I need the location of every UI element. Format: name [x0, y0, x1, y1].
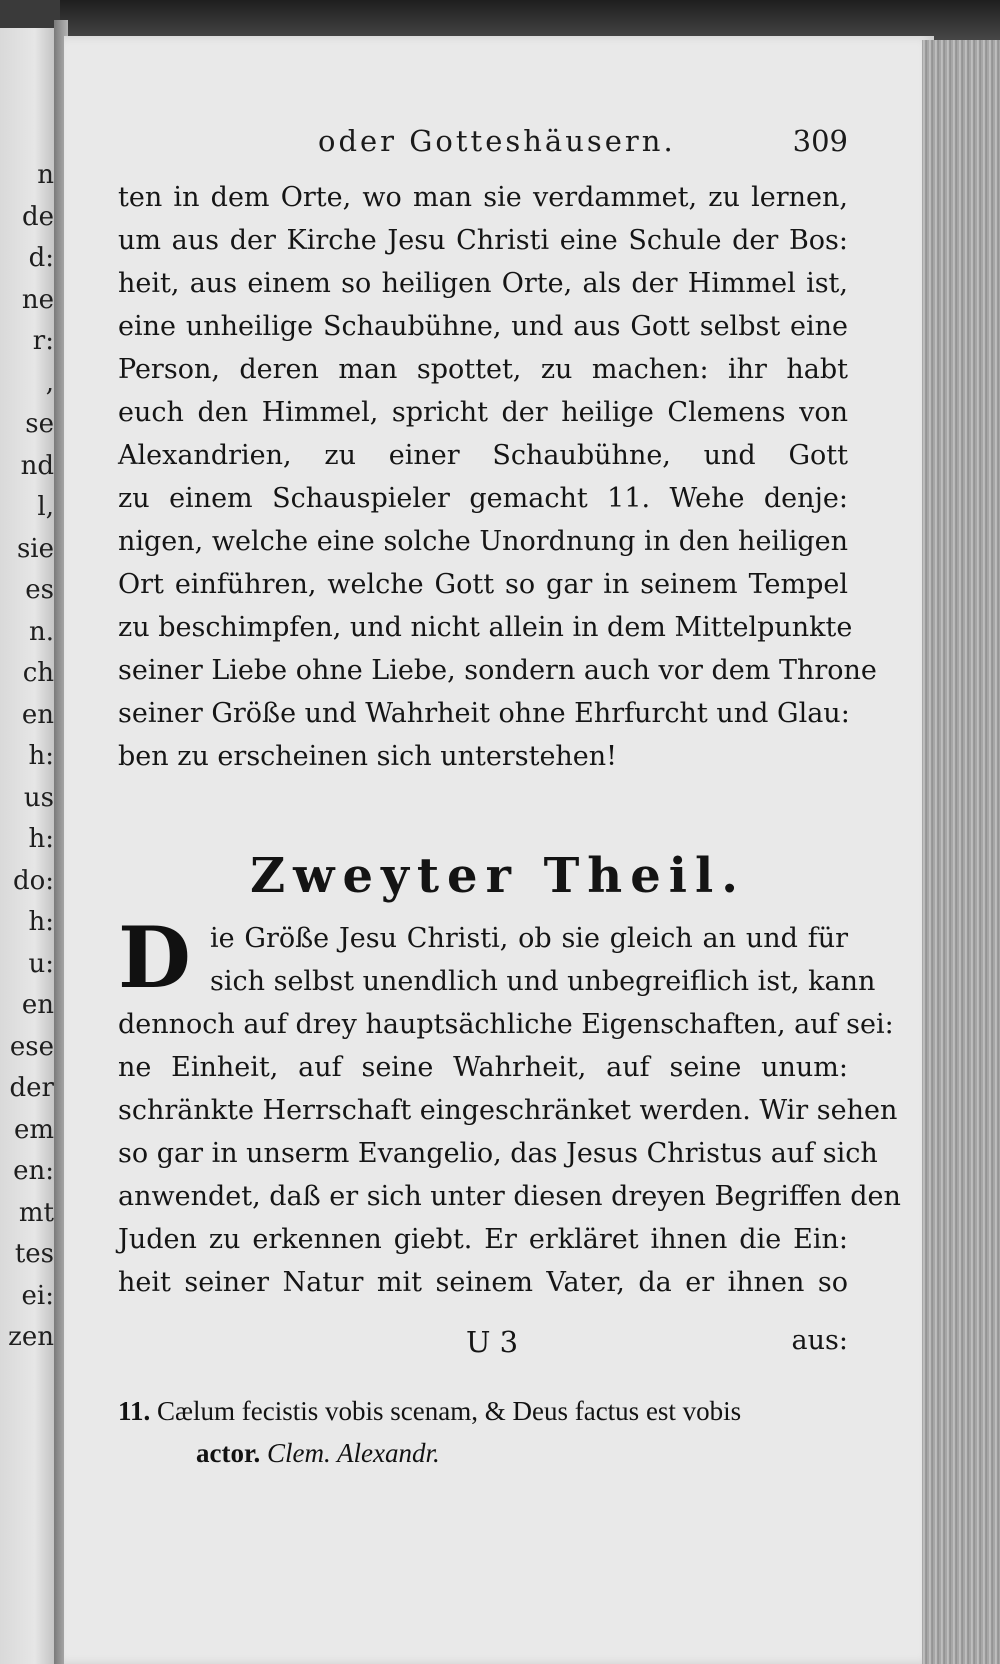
- left-page-fragment: nd: [20, 450, 54, 481]
- paragraph-1: [118, 176, 877, 778]
- drop-cap-initial: D: [118, 908, 191, 1007]
- left-page-fragment: tes: [14, 1239, 54, 1269]
- left-page-fragment: en:: [13, 1156, 54, 1186]
- text-line: Juden zu erkennen giebt. Er erkläret ihnen die Ein:: [118, 1224, 848, 1255]
- text-line: zu einem Schauspieler gemacht 11. Wehe denje:: [118, 483, 848, 514]
- page-header: [118, 124, 848, 164]
- text-line: dennoch auf drey hauptsächliche Eigenschaften, auf sei:: [118, 1009, 894, 1040]
- left-page-fragment: u:: [28, 948, 54, 979]
- left-page-fragment: h:: [28, 741, 54, 771]
- text-line: ben zu erscheinen sich unterstehen!: [118, 741, 618, 772]
- left-page-fragment: zen: [8, 1322, 54, 1352]
- left-page-fragment: d:: [28, 243, 54, 273]
- left-page-fragment: ese: [9, 1031, 54, 1062]
- left-page-fragment: em: [13, 1114, 54, 1145]
- left-page-fragment: ,: [45, 367, 54, 398]
- footnote-line-2: [118, 1432, 853, 1474]
- text-line: zu beschimpfen, und nicht allein in dem Mittelpunkte: [118, 612, 853, 643]
- page-edges: [922, 40, 1000, 1664]
- text-line: schränkte Herrschaft eingeschränket werden. Wir sehen: [118, 1095, 898, 1126]
- text-line: sich selbst unendlich und unbegreiflich ist, kann: [210, 966, 876, 997]
- text-line: seiner Liebe ohne Liebe, sondern auch vor dem Throne: [118, 655, 877, 686]
- catchword: aus:: [791, 1325, 848, 1356]
- left-page-fragment: h:: [28, 824, 54, 854]
- left-page-fragment: se: [25, 409, 54, 439]
- footnote-author: Clem. Alexandr.: [266, 1438, 440, 1468]
- footnote-actor: actor.: [196, 1438, 261, 1468]
- left-page-fragment: en: [21, 990, 54, 1020]
- paragraph-2: [118, 908, 901, 1304]
- text-line: euch den Himmel, spricht der heilige Clemens von: [118, 397, 848, 428]
- text-line: heit seiner Natur mit seinem Vater, da er ihnen so: [118, 1267, 848, 1298]
- left-page-fragment: l,: [37, 492, 54, 522]
- text-line: ne Einheit, auf seine Wahrheit, auf seine unum:: [118, 1052, 848, 1083]
- footnote-text: Cælum fecistis vobis scenam, & Deus factus est vobis: [157, 1396, 742, 1426]
- left-page-fragment: mt: [18, 1197, 54, 1228]
- left-page-fragment: ne: [21, 284, 54, 315]
- left-page-fragment: en: [21, 699, 54, 730]
- footnote-line-1: [118, 1390, 853, 1432]
- text-line: Ort einführen, welche Gott so gar in seinem Tempel: [118, 569, 848, 600]
- section-title: Zweyter Theil.: [250, 848, 746, 904]
- left-page-fragment: do:: [12, 865, 54, 896]
- left-page-fragment: us: [23, 782, 54, 813]
- text-line: um aus der Kirche Jesu Christi eine Schule der Bos:: [118, 225, 848, 256]
- text-line: Alexandrien, zu einer Schaubühne, und Gott: [118, 440, 848, 471]
- left-page-fragment: r:: [32, 326, 54, 356]
- footnote: [118, 1390, 853, 1474]
- running-head: oder Gotteshäusern.: [318, 124, 676, 158]
- page-number: 309: [792, 124, 848, 158]
- left-page-fragment: es: [25, 575, 54, 605]
- left-page-fragment: ch: [22, 658, 54, 688]
- text-line: eine unheilige Schaubühne, und aus Gott selbst eine: [118, 311, 848, 342]
- text-line: Person, deren man spottet, zu machen: ihr habt: [118, 354, 848, 385]
- text-line: nigen, welche eine solche Unordnung in den heiligen: [118, 526, 848, 557]
- text-line: ten in dem Orte, wo man sie verdammet, zu lernen,: [118, 182, 848, 213]
- left-facing-page: [0, 28, 58, 1664]
- left-page-fragment: der: [9, 1073, 54, 1103]
- left-page-fragment: ei:: [21, 1280, 54, 1311]
- left-page-fragment: sie: [16, 533, 54, 564]
- text-line: seiner Größe und Wahrheit ohne Ehrfurcht und Glau:: [118, 698, 850, 729]
- printer-signature: U 3: [466, 1325, 519, 1359]
- left-page-fragment: h:: [28, 907, 54, 937]
- text-line: anwendet, daß er sich unter diesen dreyen Begriffen den: [118, 1181, 901, 1212]
- left-page-fragment: de: [21, 201, 54, 232]
- text-line: so gar in unserm Evangelio, das Jesus Christus auf sich: [118, 1138, 878, 1169]
- text-line: ie Größe Jesu Christi, ob sie gleich an und für: [210, 923, 848, 954]
- page-footer: [118, 1325, 848, 1365]
- text-line: heit, aus einem so heiligen Orte, als der Himmel ist,: [118, 268, 848, 299]
- footnote-marker: 11.: [118, 1396, 151, 1426]
- left-page-fragment: n.: [28, 616, 54, 647]
- left-page-fragment: n: [37, 160, 54, 190]
